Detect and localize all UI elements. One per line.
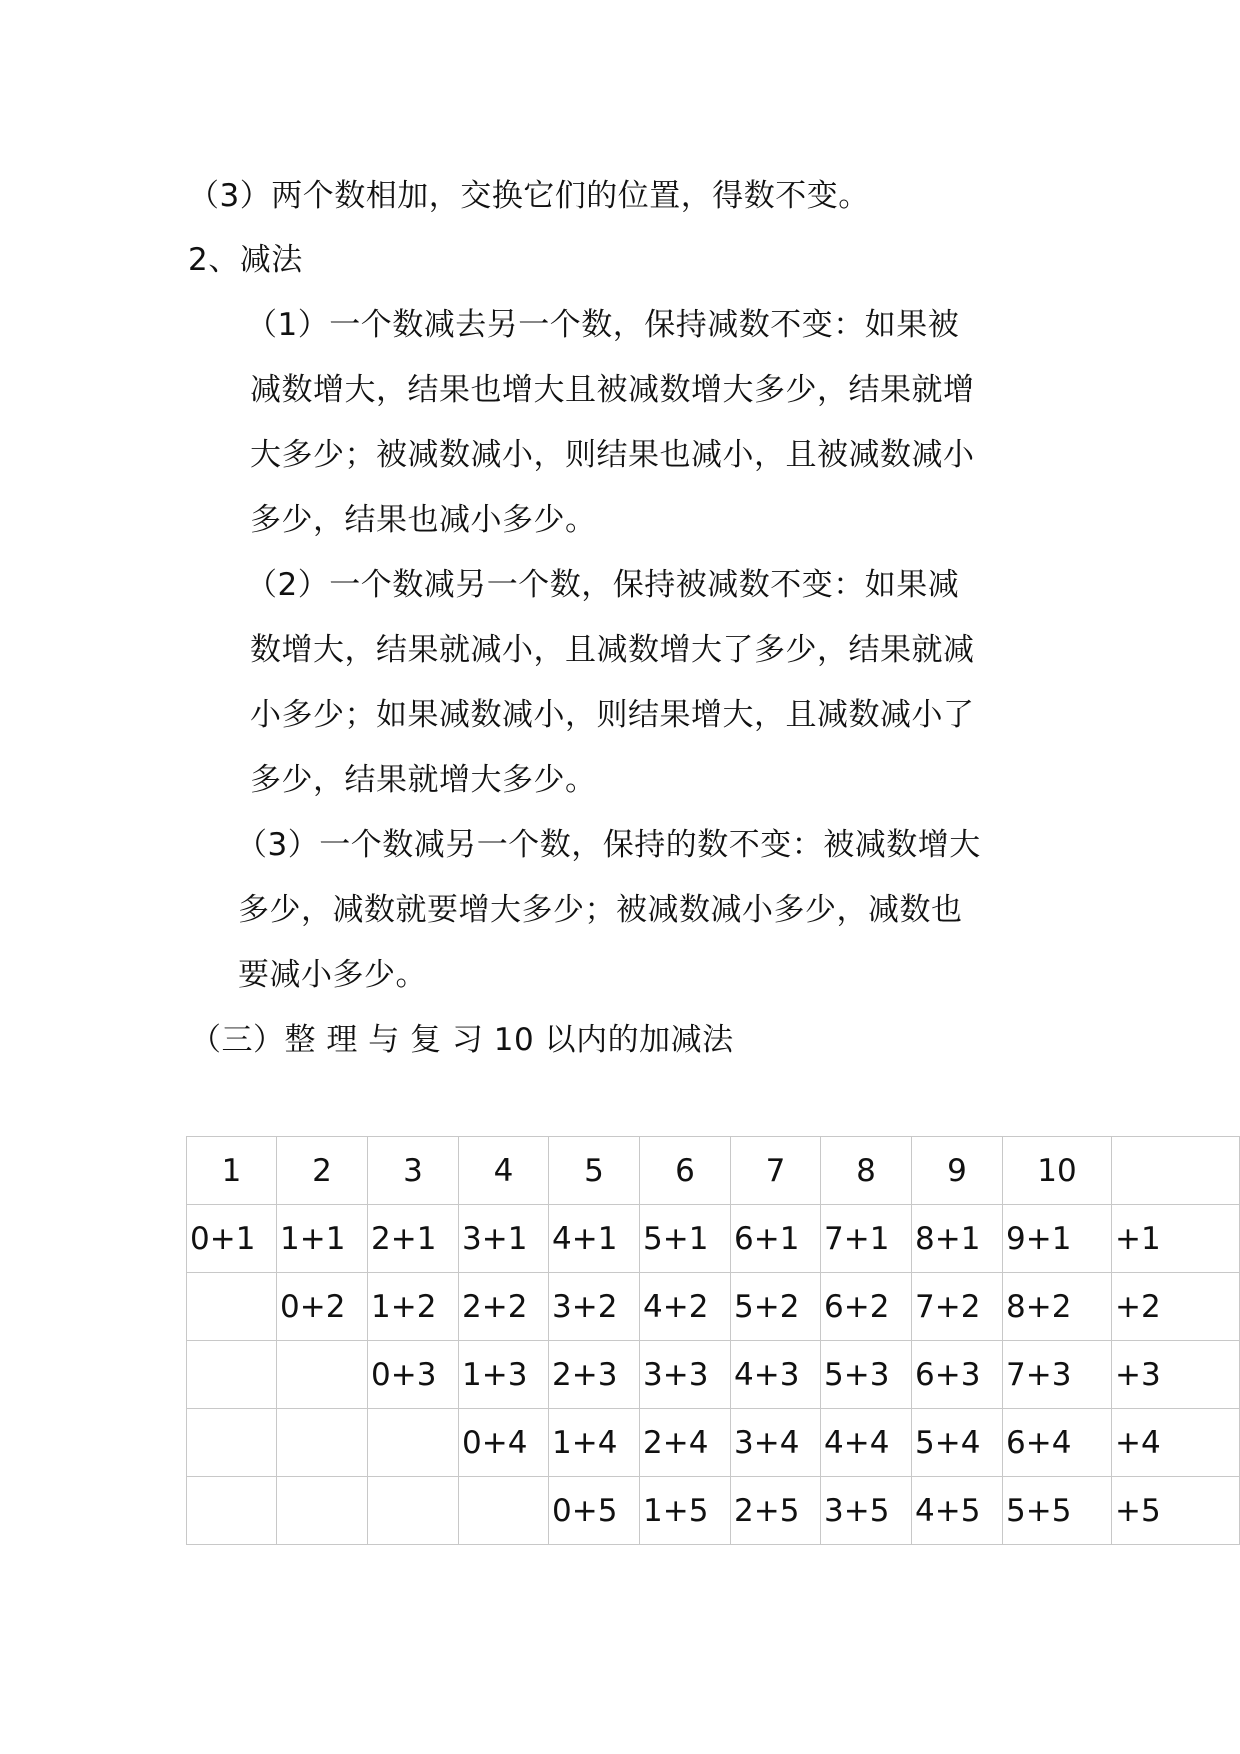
subtraction-rule-1-line-2: 减数增大，结果也增大且被减数增大多少，结果就增 bbox=[250, 372, 975, 408]
table-cell: 4+5 bbox=[912, 1477, 1003, 1545]
table-cell: 3+4 bbox=[731, 1409, 821, 1477]
table-cell: 5+2 bbox=[731, 1273, 821, 1341]
subtraction-rule-3-line-1: （3）一个数减另一个数，保持的数不变：被减数增大 bbox=[236, 827, 981, 863]
table-cell: 9+1 bbox=[1003, 1205, 1112, 1273]
table-cell bbox=[459, 1477, 549, 1545]
table-cell: +3 bbox=[1112, 1341, 1240, 1409]
table-cell: 3+1 bbox=[459, 1205, 549, 1273]
table-cell: 2+1 bbox=[368, 1205, 459, 1273]
table-cell bbox=[187, 1477, 277, 1545]
table-cell: 4+4 bbox=[821, 1409, 912, 1477]
table-cell: 7+1 bbox=[821, 1205, 912, 1273]
table-cell: 1+1 bbox=[277, 1205, 368, 1273]
addition-table bbox=[186, 1136, 1240, 1545]
subtraction-rule-1-line-1: （1）一个数减去另一个数，保持减数不变：如果被 bbox=[246, 307, 960, 343]
table-header-cell: 10 bbox=[1003, 1137, 1112, 1205]
table-cell: 1+3 bbox=[459, 1341, 549, 1409]
table-cell: 6+1 bbox=[731, 1205, 821, 1273]
table-cell: +2 bbox=[1112, 1273, 1240, 1341]
subtraction-rule-2-line-3: 小多少；如果减数减小，则结果增大，且减数减小了 bbox=[250, 697, 975, 733]
table-row bbox=[187, 1273, 1240, 1341]
table-cell: 5+3 bbox=[821, 1341, 912, 1409]
subtraction-rule-1-line-4: 多少，结果也减小多少。 bbox=[250, 502, 597, 538]
table-cell: 0+4 bbox=[459, 1409, 549, 1477]
table-cell: 0+5 bbox=[549, 1477, 640, 1545]
table-cell: 7+2 bbox=[912, 1273, 1003, 1341]
table-header-cell: 6 bbox=[640, 1137, 731, 1205]
table-row bbox=[187, 1477, 1240, 1545]
table-row bbox=[187, 1205, 1240, 1273]
subtraction-rule-3-line-3: 要减小多少。 bbox=[238, 957, 427, 993]
table-cell: 4+1 bbox=[549, 1205, 640, 1273]
table-cell bbox=[368, 1409, 459, 1477]
table-cell: 3+2 bbox=[549, 1273, 640, 1341]
table-cell: 2+5 bbox=[731, 1477, 821, 1545]
addition-rule-3: （3）两个数相加，交换它们的位置，得数不变。 bbox=[188, 178, 870, 214]
table-header-cell: 2 bbox=[277, 1137, 368, 1205]
table-header-cell: 8 bbox=[821, 1137, 912, 1205]
table-cell: 2+4 bbox=[640, 1409, 731, 1477]
table-cell: +1 bbox=[1112, 1205, 1240, 1273]
table-cell: 2+3 bbox=[549, 1341, 640, 1409]
table-header-cell: 1 bbox=[187, 1137, 277, 1205]
section-heading-subtraction: 2、减法 bbox=[188, 242, 303, 278]
table-cell bbox=[277, 1341, 368, 1409]
table-row bbox=[187, 1409, 1240, 1477]
table-cell: 6+3 bbox=[912, 1341, 1003, 1409]
table-cell: 1+5 bbox=[640, 1477, 731, 1545]
subtraction-rule-2-line-4: 多少，结果就增大多少。 bbox=[250, 762, 597, 798]
subtraction-rule-2-line-2: 数增大，结果就减小，且减数增大了多少，结果就减 bbox=[250, 632, 975, 668]
table-header-cell bbox=[1112, 1137, 1240, 1205]
table-cell: 1+4 bbox=[549, 1409, 640, 1477]
table-cell: +4 bbox=[1112, 1409, 1240, 1477]
table-cell bbox=[277, 1409, 368, 1477]
table-cell: 5+1 bbox=[640, 1205, 731, 1273]
table-header-cell: 3 bbox=[368, 1137, 459, 1205]
subtraction-rule-2-line-1: （2）一个数减另一个数，保持被减数不变：如果减 bbox=[246, 567, 960, 603]
table-cell: 7+3 bbox=[1003, 1341, 1112, 1409]
subtraction-rule-3-line-2: 多少，减数就要增大多少；被减数减小多少，减数也 bbox=[238, 892, 963, 928]
addition-table-body bbox=[187, 1137, 1240, 1545]
table-cell bbox=[368, 1477, 459, 1545]
table-header-cell: 7 bbox=[731, 1137, 821, 1205]
table-cell: +5 bbox=[1112, 1477, 1240, 1545]
table-header-cell: 9 bbox=[912, 1137, 1003, 1205]
table-cell: 6+4 bbox=[1003, 1409, 1112, 1477]
table-cell: 6+2 bbox=[821, 1273, 912, 1341]
table-header-cell: 4 bbox=[459, 1137, 549, 1205]
table-row bbox=[187, 1341, 1240, 1409]
table-cell: 5+4 bbox=[912, 1409, 1003, 1477]
table-cell bbox=[277, 1477, 368, 1545]
table-cell bbox=[187, 1341, 277, 1409]
table-cell: 0+1 bbox=[187, 1205, 277, 1273]
table-header-row bbox=[187, 1137, 1240, 1205]
table-cell: 4+3 bbox=[731, 1341, 821, 1409]
table-cell bbox=[187, 1409, 277, 1477]
table-cell: 5+5 bbox=[1003, 1477, 1112, 1545]
section-heading-addition-table: （三）整 理 与 复 习 10 以内的加减法 bbox=[190, 1022, 734, 1058]
table-cell: 3+5 bbox=[821, 1477, 912, 1545]
subtraction-rule-1-line-3: 大多少；被减数减小，则结果也减小，且被减数减小 bbox=[250, 437, 975, 473]
table-cell: 4+2 bbox=[640, 1273, 731, 1341]
table-cell: 8+2 bbox=[1003, 1273, 1112, 1341]
table-cell: 1+2 bbox=[368, 1273, 459, 1341]
table-cell: 0+3 bbox=[368, 1341, 459, 1409]
table-cell: 8+1 bbox=[912, 1205, 1003, 1273]
table-cell: 3+3 bbox=[640, 1341, 731, 1409]
table-header-cell: 5 bbox=[549, 1137, 640, 1205]
table-cell: 2+2 bbox=[459, 1273, 549, 1341]
table-cell: 0+2 bbox=[277, 1273, 368, 1341]
table-cell bbox=[187, 1273, 277, 1341]
